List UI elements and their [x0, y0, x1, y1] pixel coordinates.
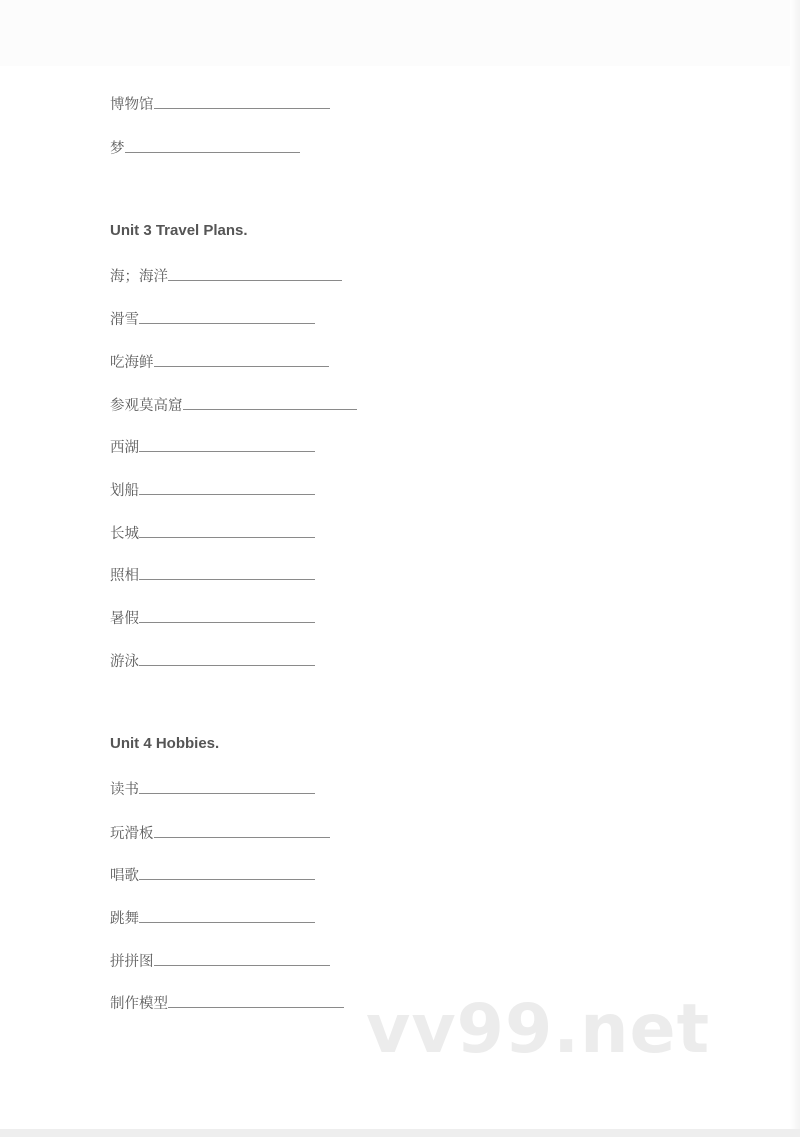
answer-blank: [139, 564, 315, 580]
unit-heading: Unit 4 Hobbies.: [110, 735, 220, 752]
vocab-line: [110, 822, 330, 844]
answer-blank: [154, 950, 330, 966]
vocab-term: 唱歌: [110, 868, 139, 884]
vocab-term: 制作模型: [110, 996, 168, 1012]
vocab-line: [110, 564, 315, 586]
vocab-term: 参观莫高窟: [110, 398, 183, 414]
vocab-term: 海；海洋: [110, 269, 168, 285]
vocab-term: 玩滑板: [110, 826, 154, 842]
answer-blank: [139, 864, 315, 880]
vocab-line: [110, 650, 315, 672]
answer-blank: [139, 308, 315, 324]
answer-blank: [168, 265, 342, 281]
vocab-term: 照相: [110, 568, 139, 584]
vocab-line: [110, 907, 315, 929]
answer-blank: [168, 992, 344, 1008]
vocab-term: 游泳: [110, 654, 139, 670]
vocab-line: [110, 137, 300, 159]
answer-blank: [154, 93, 330, 109]
vocab-term: 吃海鲜: [110, 355, 154, 371]
vocab-line: [110, 351, 329, 373]
vocab-line: [110, 308, 315, 330]
answer-blank: [139, 607, 315, 623]
vocab-line: [110, 394, 357, 416]
vocab-term: 读书: [110, 782, 139, 798]
vocab-line: [110, 950, 330, 972]
answer-blank: [139, 436, 315, 452]
vocab-term: 划船: [110, 483, 139, 499]
vocab-term: 拼拼图: [110, 954, 154, 970]
vocab-line: [110, 864, 315, 886]
vocab-line: [110, 607, 315, 629]
site-watermark: vv99.net: [366, 990, 711, 1069]
answer-blank: [139, 522, 315, 538]
answer-blank: [125, 137, 300, 153]
answer-blank: [154, 351, 329, 367]
vocab-line: [110, 992, 344, 1014]
page-bottom-edge: [0, 1129, 800, 1137]
vocab-line: [110, 93, 330, 115]
page-top-strip: [0, 0, 800, 66]
answer-blank: [139, 907, 315, 923]
answer-blank: [183, 394, 357, 410]
vocab-term: 梦: [110, 141, 125, 157]
vocab-line: [110, 778, 315, 800]
answer-blank: [139, 778, 315, 794]
answer-blank: [139, 479, 315, 495]
vocab-term: 博物馆: [110, 97, 154, 113]
vocab-term: 滑雪: [110, 312, 139, 328]
vocab-line: [110, 265, 342, 287]
vocab-line: [110, 522, 315, 544]
vocab-line: [110, 436, 315, 458]
vocab-term: 暑假: [110, 611, 139, 627]
page-right-edge: [790, 0, 800, 1137]
vocab-line: [110, 479, 315, 501]
vocab-term: 西湖: [110, 440, 139, 456]
vocab-term: 跳舞: [110, 911, 139, 927]
answer-blank: [139, 650, 315, 666]
unit-heading: Unit 3 Travel Plans.: [110, 222, 248, 239]
vocab-term: 长城: [110, 526, 139, 542]
answer-blank: [154, 822, 330, 838]
